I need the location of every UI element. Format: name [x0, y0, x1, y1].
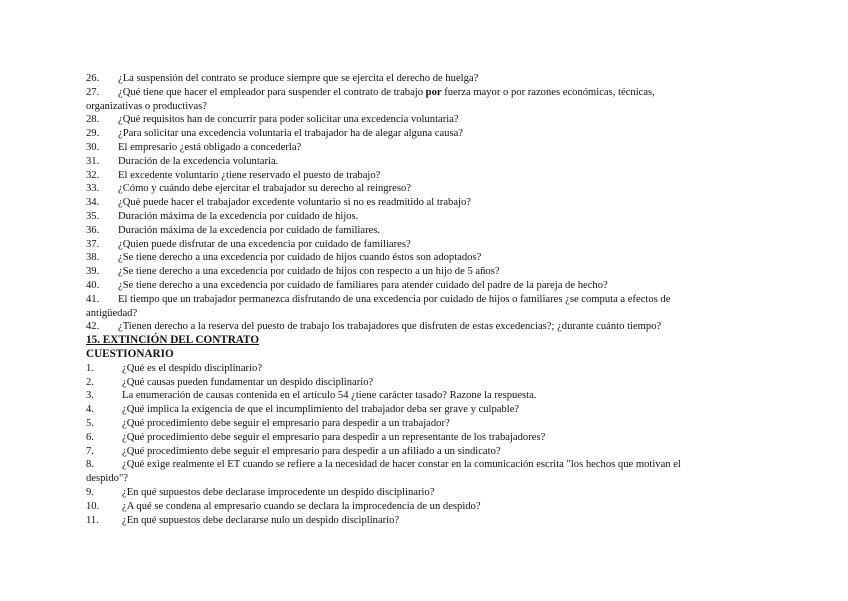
question-28: 28. ¿Qué requisitos han de concurrir para poder solicitar una excedencia voluntaria?	[86, 114, 459, 126]
question-s3: 3. La enumeración de causas contenida en el artículo 54 ¿tiene carácter tasado? Razone la respuesta.	[86, 390, 537, 402]
question-s1: 1. ¿Qué es el despido disciplinario?	[86, 362, 263, 374]
question-s10: 10. ¿A qué se condena al empresario cuando se declara la improcedencia de un despido?	[86, 500, 481, 512]
question-s11: 11. ¿En qué supuestos debe declararse nulo un despido disciplinario?	[86, 514, 400, 526]
question-33: 33. ¿Cómo y cuándo debe ejercitar el trabajador su derecho al reingreso?	[86, 183, 411, 195]
question-42: 42. ¿Tienen derecho a la reserva del puesto de trabajo los trabajadores que disfruten de estas excedencias?; ¿durante cuánto tiempo?	[86, 321, 662, 333]
question-s4: 4. ¿Qué implica la exigencia de que el incumplimiento del trabajador deba ser grave y culpable?	[86, 404, 520, 416]
question-38: 38. ¿Se tiene derecho a una excedencia por cuidado de hijos cuando éstos son adoptados?	[86, 252, 482, 264]
question-s9: 9. ¿En qué supuestos debe declarase improcedente un despido disciplinario?	[86, 486, 435, 498]
question-36: 36. Duración máxima de la excedencia por cuidado de familiares.	[86, 224, 381, 236]
question-s8-continuation: despido"?	[86, 473, 128, 485]
section-title: 15. EXTINCIÓN DEL CONTRATO	[86, 334, 260, 347]
question-34: 34. ¿Qué puede hacer el trabajador excedente voluntario si no es readmitido al trabajo?	[86, 197, 471, 209]
question-s5: 5. ¿Qué procedimiento debe seguir el empresario para despedir a un trabajador?	[86, 417, 450, 429]
question-30: 30. El empresario ¿está obligado a concederla?	[86, 141, 302, 153]
section-subtitle: CUESTIONARIO	[86, 347, 174, 360]
question-s7: 7. ¿Qué procedimiento debe seguir el empresario para despedir a un afiliado a un sindicato?	[86, 445, 501, 457]
question-35: 35. Duración máxima de la excedencia por cuidado de hijos.	[86, 210, 359, 222]
document-content	[86, 72, 764, 527]
question-s8: 8. ¿Qué exige realmente el ET cuando se refiere a la necesidad de hacer constar en la comunicación escrita "los hechos que motivan el	[86, 459, 681, 471]
question-37: 37. ¿Quien puede disfrutar de una excedencia por cuidado de familiares?	[86, 238, 411, 250]
question-41: 41. El tiempo que un trabajador permanezca disfrutando de una excedencia por cuidado de hijos o familiares ¿se computa a efectos de	[86, 293, 671, 305]
question-27: 27. ¿Qué tiene que hacer el empleador para suspender el contrato de trabajo por fuerza mayor o por razones económicas, técnicas,	[86, 86, 655, 98]
question-27-continuation: organizativas o productivas?	[86, 100, 208, 112]
question-29: 29. ¿Para solicitar una excedencia voluntaria el trabajador ha de alegar alguna causa?	[86, 128, 463, 140]
question-40: 40. ¿Se tiene derecho a una excedencia por cuidado de familiares para atender cuidado del padre de la pareja de hecho?	[86, 279, 608, 291]
question-32: 32. El excedente voluntario ¿tiene reservado el puesto de trabajo?	[86, 169, 381, 181]
question-27-text-a: ¿Qué tiene que hacer el empleador para suspender el contrato de trabajo	[118, 86, 426, 98]
question-s6: 6. ¿Qué procedimiento debe seguir el empresario para despedir a un representante de los trabajadores?	[86, 431, 546, 443]
question-41-continuation: antigüedad?	[86, 307, 138, 319]
question-27-bold: por	[425, 86, 442, 98]
question-26: 26. ¿La suspensión del contrato se produce siempre que se ejercita el derecho de huelga?	[86, 73, 479, 84]
question-s2: 2. ¿Qué causas pueden fundamentar un despido disciplinario?	[86, 376, 374, 388]
question-31: 31. Duración de la excedencia voluntaria.	[86, 155, 279, 167]
question-39: 39. ¿Se tiene derecho a una excedencia por cuidado de hijos con respecto a un hijo de 5 años?	[86, 266, 500, 278]
question-27-text-b: fuerza mayor o por razones económicas, técnicas,	[441, 86, 655, 98]
